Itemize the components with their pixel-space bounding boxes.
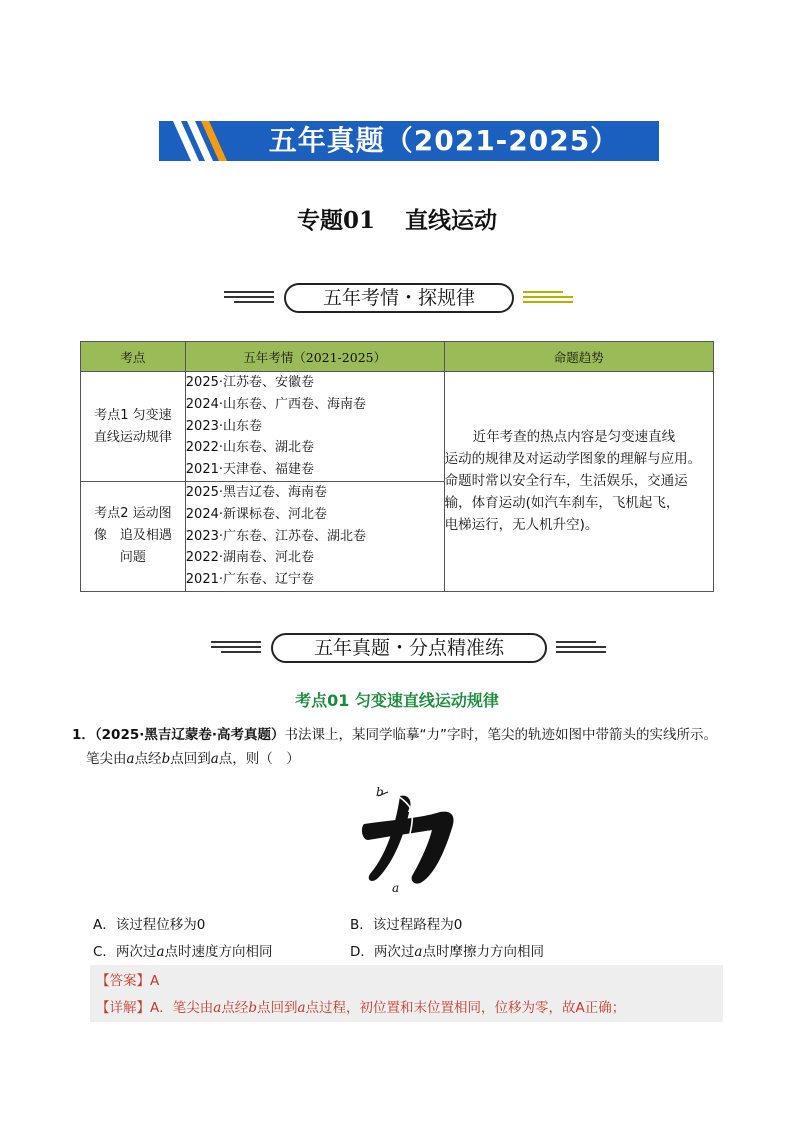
section-header-practice bbox=[0, 633, 794, 663]
years-cell: 2025·黑吉辽卷、海南卷 2024·新课标卷、河北卷 2023·广东卷、江苏卷、湖北卷 2022·湖南卷、河北卷 2021·广东卷、辽宁卷 bbox=[185, 482, 444, 592]
character-li-trajectory-icon bbox=[352, 782, 462, 892]
overview-table bbox=[80, 341, 714, 592]
section-title-overview: 五年考情・探规律 bbox=[284, 283, 514, 313]
question-stem: 1．（2025·黑吉辽蒙卷·高考真题）书法课上，某同学临摹“力”字时，笔尖的轨迹如图中带箭头的实线所示。 笔尖由a点经b点回到a点，则（ ） bbox=[72, 727, 717, 767]
topic-title bbox=[0, 202, 794, 235]
option-c[interactable]: C．两次过a点时速度方向相同 bbox=[93, 944, 273, 960]
option-b[interactable]: B．该过程路程为0 bbox=[350, 917, 463, 933]
table-row bbox=[81, 372, 714, 482]
point-b-label: b bbox=[376, 785, 384, 799]
title-banner bbox=[159, 121, 659, 161]
exam-point-cell: 考点2 运动图 像 追及相遇 问题 bbox=[81, 482, 186, 592]
detail-label: 【详解】 bbox=[96, 1000, 150, 1016]
left-lines-icon bbox=[224, 291, 274, 305]
trend-cell: 近年考查的热点内容是匀变速直线 运动的规律及对运动学图象的理解与应用。 命题时常以安全行车，生活娱乐，交通运 输，体育运动(如汽车刹车，飞机起飞， 电梯运行，无人机升空)。 bbox=[444, 372, 713, 592]
answer-line bbox=[96, 969, 159, 989]
answer-label: 【答案】 bbox=[96, 973, 150, 989]
question-source: （2025·黑吉辽蒙卷·高考真题） bbox=[94, 727, 285, 743]
calligraphy-figure bbox=[352, 782, 462, 892]
option-d[interactable]: D．两次过a点时摩擦力方向相同 bbox=[350, 944, 544, 960]
section-header-overview bbox=[0, 283, 794, 313]
right-lines-icon bbox=[556, 641, 606, 655]
column-header: 五年考情（2021-2025） bbox=[185, 342, 444, 372]
topic-name: 直线运动 bbox=[405, 207, 497, 234]
right-lines-icon bbox=[523, 291, 573, 305]
detail-line: 【详解】A．笔尖由a点经b点回到a点过程，初位置和末位置相同，位移为零，故A正确； bbox=[96, 1000, 626, 1016]
banner-title: 五年真题（2021-2025） bbox=[268, 124, 620, 157]
point-a-label: a bbox=[392, 881, 400, 892]
kaodian-title: 考点01 匀变速直线运动规律 bbox=[295, 691, 499, 710]
years-cell: 2025·江苏卷、安徽卷 2024·山东卷、广西卷、海南卷 2023·山东卷 2022·山东卷、湖北卷 2021·天津卷、福建卷 bbox=[185, 372, 444, 482]
column-header: 命题趋势 bbox=[444, 342, 713, 372]
topic-prefix: 专题01 bbox=[296, 207, 375, 234]
option-a[interactable]: A．该过程位移为0 bbox=[93, 917, 206, 933]
table-header-row bbox=[81, 342, 714, 372]
section-title-practice: 五年真题・分点精准练 bbox=[271, 633, 547, 663]
answer-box bbox=[90, 965, 723, 1022]
left-lines-icon bbox=[211, 641, 261, 655]
column-header: 考点 bbox=[81, 342, 186, 372]
exam-point-cell: 考点1 匀变速 直线运动规律 bbox=[81, 372, 186, 482]
question-number: 1． bbox=[72, 727, 95, 743]
answer-value: A bbox=[150, 973, 160, 989]
